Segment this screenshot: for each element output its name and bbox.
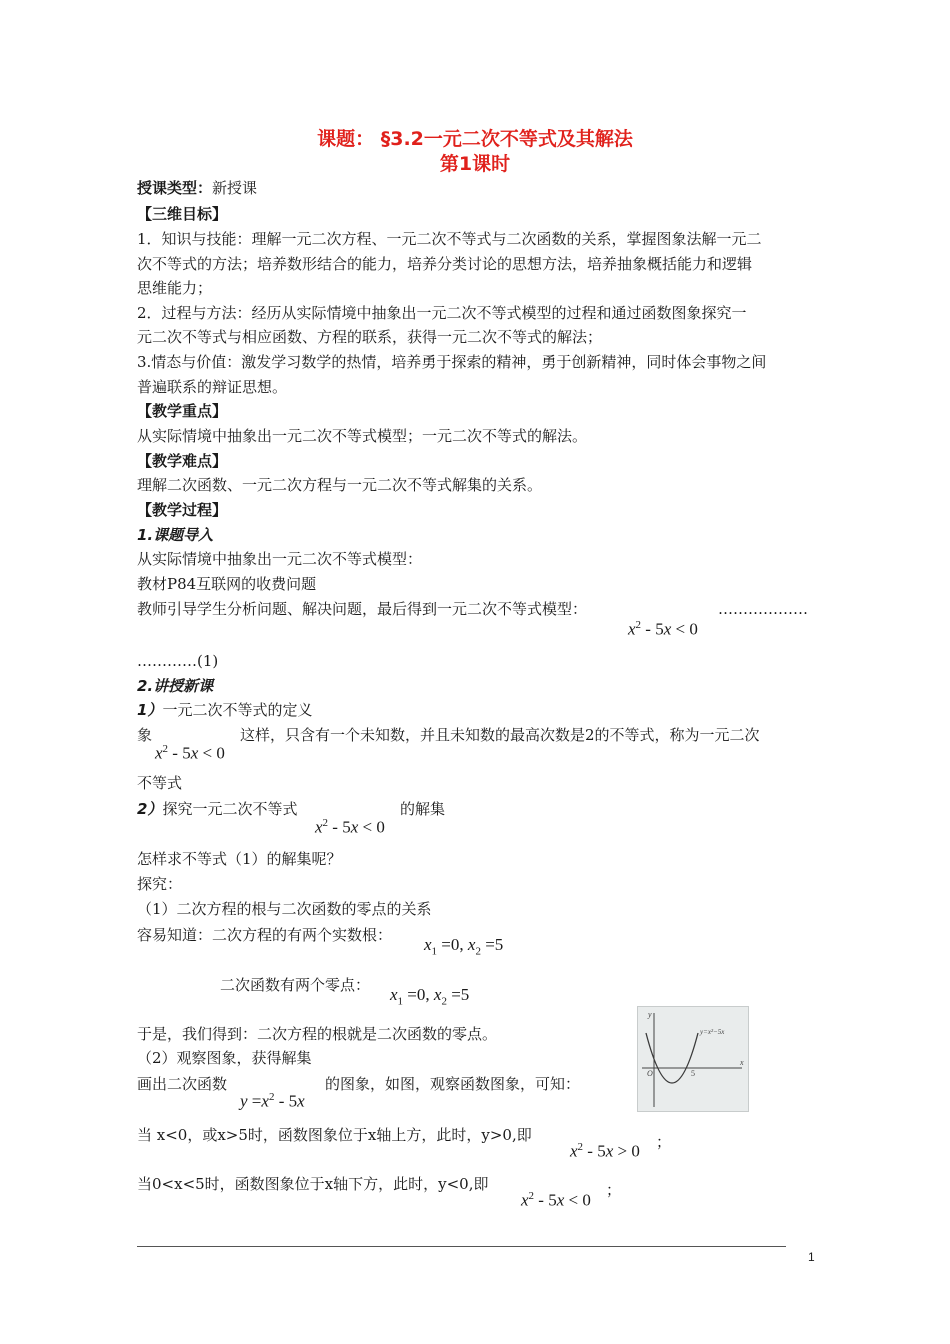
y-label: y	[648, 1010, 652, 1019]
part-1-heading: （1）二次方程的根与二次函数的零点的关系	[137, 900, 432, 918]
page-number: 1	[808, 1250, 815, 1264]
part-2-heading: （2）观察图象，获得解集	[137, 1049, 312, 1067]
key-points-text: 从实际情境中抽象出一元二次不等式模型；一元二次不等式的解法。	[137, 427, 588, 445]
case-1-semicolon: ；	[656, 1133, 672, 1151]
case-1-text: 当 x<0，或x>5时，函数图象位于x轴上方，此时，y>0,即	[137, 1126, 532, 1144]
goal-2-line1: 2．过程与方法：经历从实际情境中抽象出一元二次不等式模型的过程和通过函数图象探究一	[137, 304, 747, 322]
difficulty-text: 理解二次函数、一元二次方程与一元二次不等式解集的关系。	[137, 476, 543, 494]
parabola-graph	[637, 1006, 749, 1112]
sub2-number: 2）	[137, 800, 163, 818]
case-2-text: 当0<x<5时，函数图象位于x轴下方，此时，y<0,即	[137, 1175, 489, 1193]
lesson-type	[137, 178, 257, 198]
step1-heading: 1.课题导入	[137, 526, 214, 544]
x-label: x	[740, 1058, 744, 1067]
section-difficulty: 【教学难点】	[137, 452, 228, 470]
goal-3-line2: 普遍联系的辩证思想。	[137, 378, 288, 396]
section-key-points: 【教学重点】	[137, 402, 228, 420]
draw-formula: $y =x^2 - 5x$	[240, 1091, 305, 1111]
case-2-semicolon: ；	[606, 1181, 622, 1199]
def-suffix: 这样，只含有一个未知数，并且未知数的最高次数是2的不等式，称为一元二次	[240, 726, 760, 744]
sub1-heading	[137, 700, 312, 720]
roots-formula: $x_1 =0$, $x_2 =5$	[424, 935, 504, 958]
sub1-number: 1）	[137, 701, 163, 719]
five-label: 5	[691, 1069, 695, 1078]
draw-prefix: 画出二次函数	[137, 1075, 228, 1093]
footer-rule	[137, 1246, 786, 1247]
section-goals: 【三维目标】	[137, 205, 228, 223]
origin-label: O	[647, 1069, 653, 1078]
step1-line3: 教师引导学生分析问题、解决问题，最后得到一元二次不等式模型：	[137, 600, 588, 618]
def-prefix: 象	[137, 726, 153, 744]
goal-2-line2: 元二次不等式与相应函数、方程的联系，获得一元二次不等式的解法；	[137, 328, 603, 346]
roots-text: 容易知道：二次方程的有两个实数根：	[137, 926, 393, 944]
explore-label: 探究：	[137, 875, 183, 893]
question-1: 怎样求不等式（1）的解集呢？	[137, 850, 342, 868]
lesson-type-label: 授课类型：	[137, 179, 213, 197]
step2-heading: 2.讲授新课	[137, 677, 214, 695]
step1-line2: 教材P84互联网的收费问题	[137, 575, 317, 593]
case-1-formula: $x^2 - 5x > 0$	[570, 1141, 640, 1161]
def-end: 不等式	[137, 774, 183, 792]
dots-tag: …………(1)	[137, 652, 219, 670]
sub2-suffix: 的解集	[400, 800, 446, 818]
goal-1-line1: 1．知识与技能：理解一元二次方程、一元二次不等式与二次函数的关系，掌握图象法解一元二	[137, 230, 762, 248]
zeros-text: 二次函数有两个零点：	[220, 976, 371, 994]
def-formula: $x^2 - 5x < 0$	[155, 743, 225, 763]
step1-line1: 从实际情境中抽象出一元二次不等式模型：	[137, 550, 423, 568]
sub2-heading	[137, 799, 297, 819]
goal-3-line1: 3.情态与价值：激发学习数学的热情，培养勇于探索的精神，勇于创新精神，同时体会事物之间	[137, 353, 767, 371]
section-process: 【教学过程】	[137, 501, 228, 519]
draw-suffix: 的图象，如图，观察函数图象，可知：	[325, 1075, 581, 1093]
zeros-formula: $x_1 =0$, $x_2 =5$	[390, 985, 470, 1008]
goal-1-line2: 次不等式的方法；培养数形结合的能力，培养分类讨论的思想方法，培养抽象概括能力和逻辑	[137, 255, 753, 273]
function-label: y=x²−5x	[700, 1028, 725, 1036]
case-2-formula: $x^2 - 5x < 0$	[521, 1190, 591, 1210]
sub2-text: 探究一元二次不等式	[162, 800, 298, 818]
goal-1-line3: 思维能力；	[137, 279, 213, 297]
dots-right: ………………	[718, 600, 808, 618]
lesson-type-value: 新授课	[212, 179, 258, 197]
page-title-line1: 课题： §3.2一元二次不等式及其解法	[317, 128, 633, 150]
inequality-formula: $x^2 - 5x < 0$	[628, 619, 698, 639]
parabola-svg	[638, 1007, 748, 1111]
sub1-text: 一元二次不等式的定义	[162, 701, 313, 719]
sub2-formula: $x^2 - 5x < 0$	[315, 817, 385, 837]
page-title-line2: 第1课时	[439, 153, 511, 175]
conclusion-text: 于是，我们得到：二次方程的根就是二次函数的零点。	[137, 1025, 498, 1043]
